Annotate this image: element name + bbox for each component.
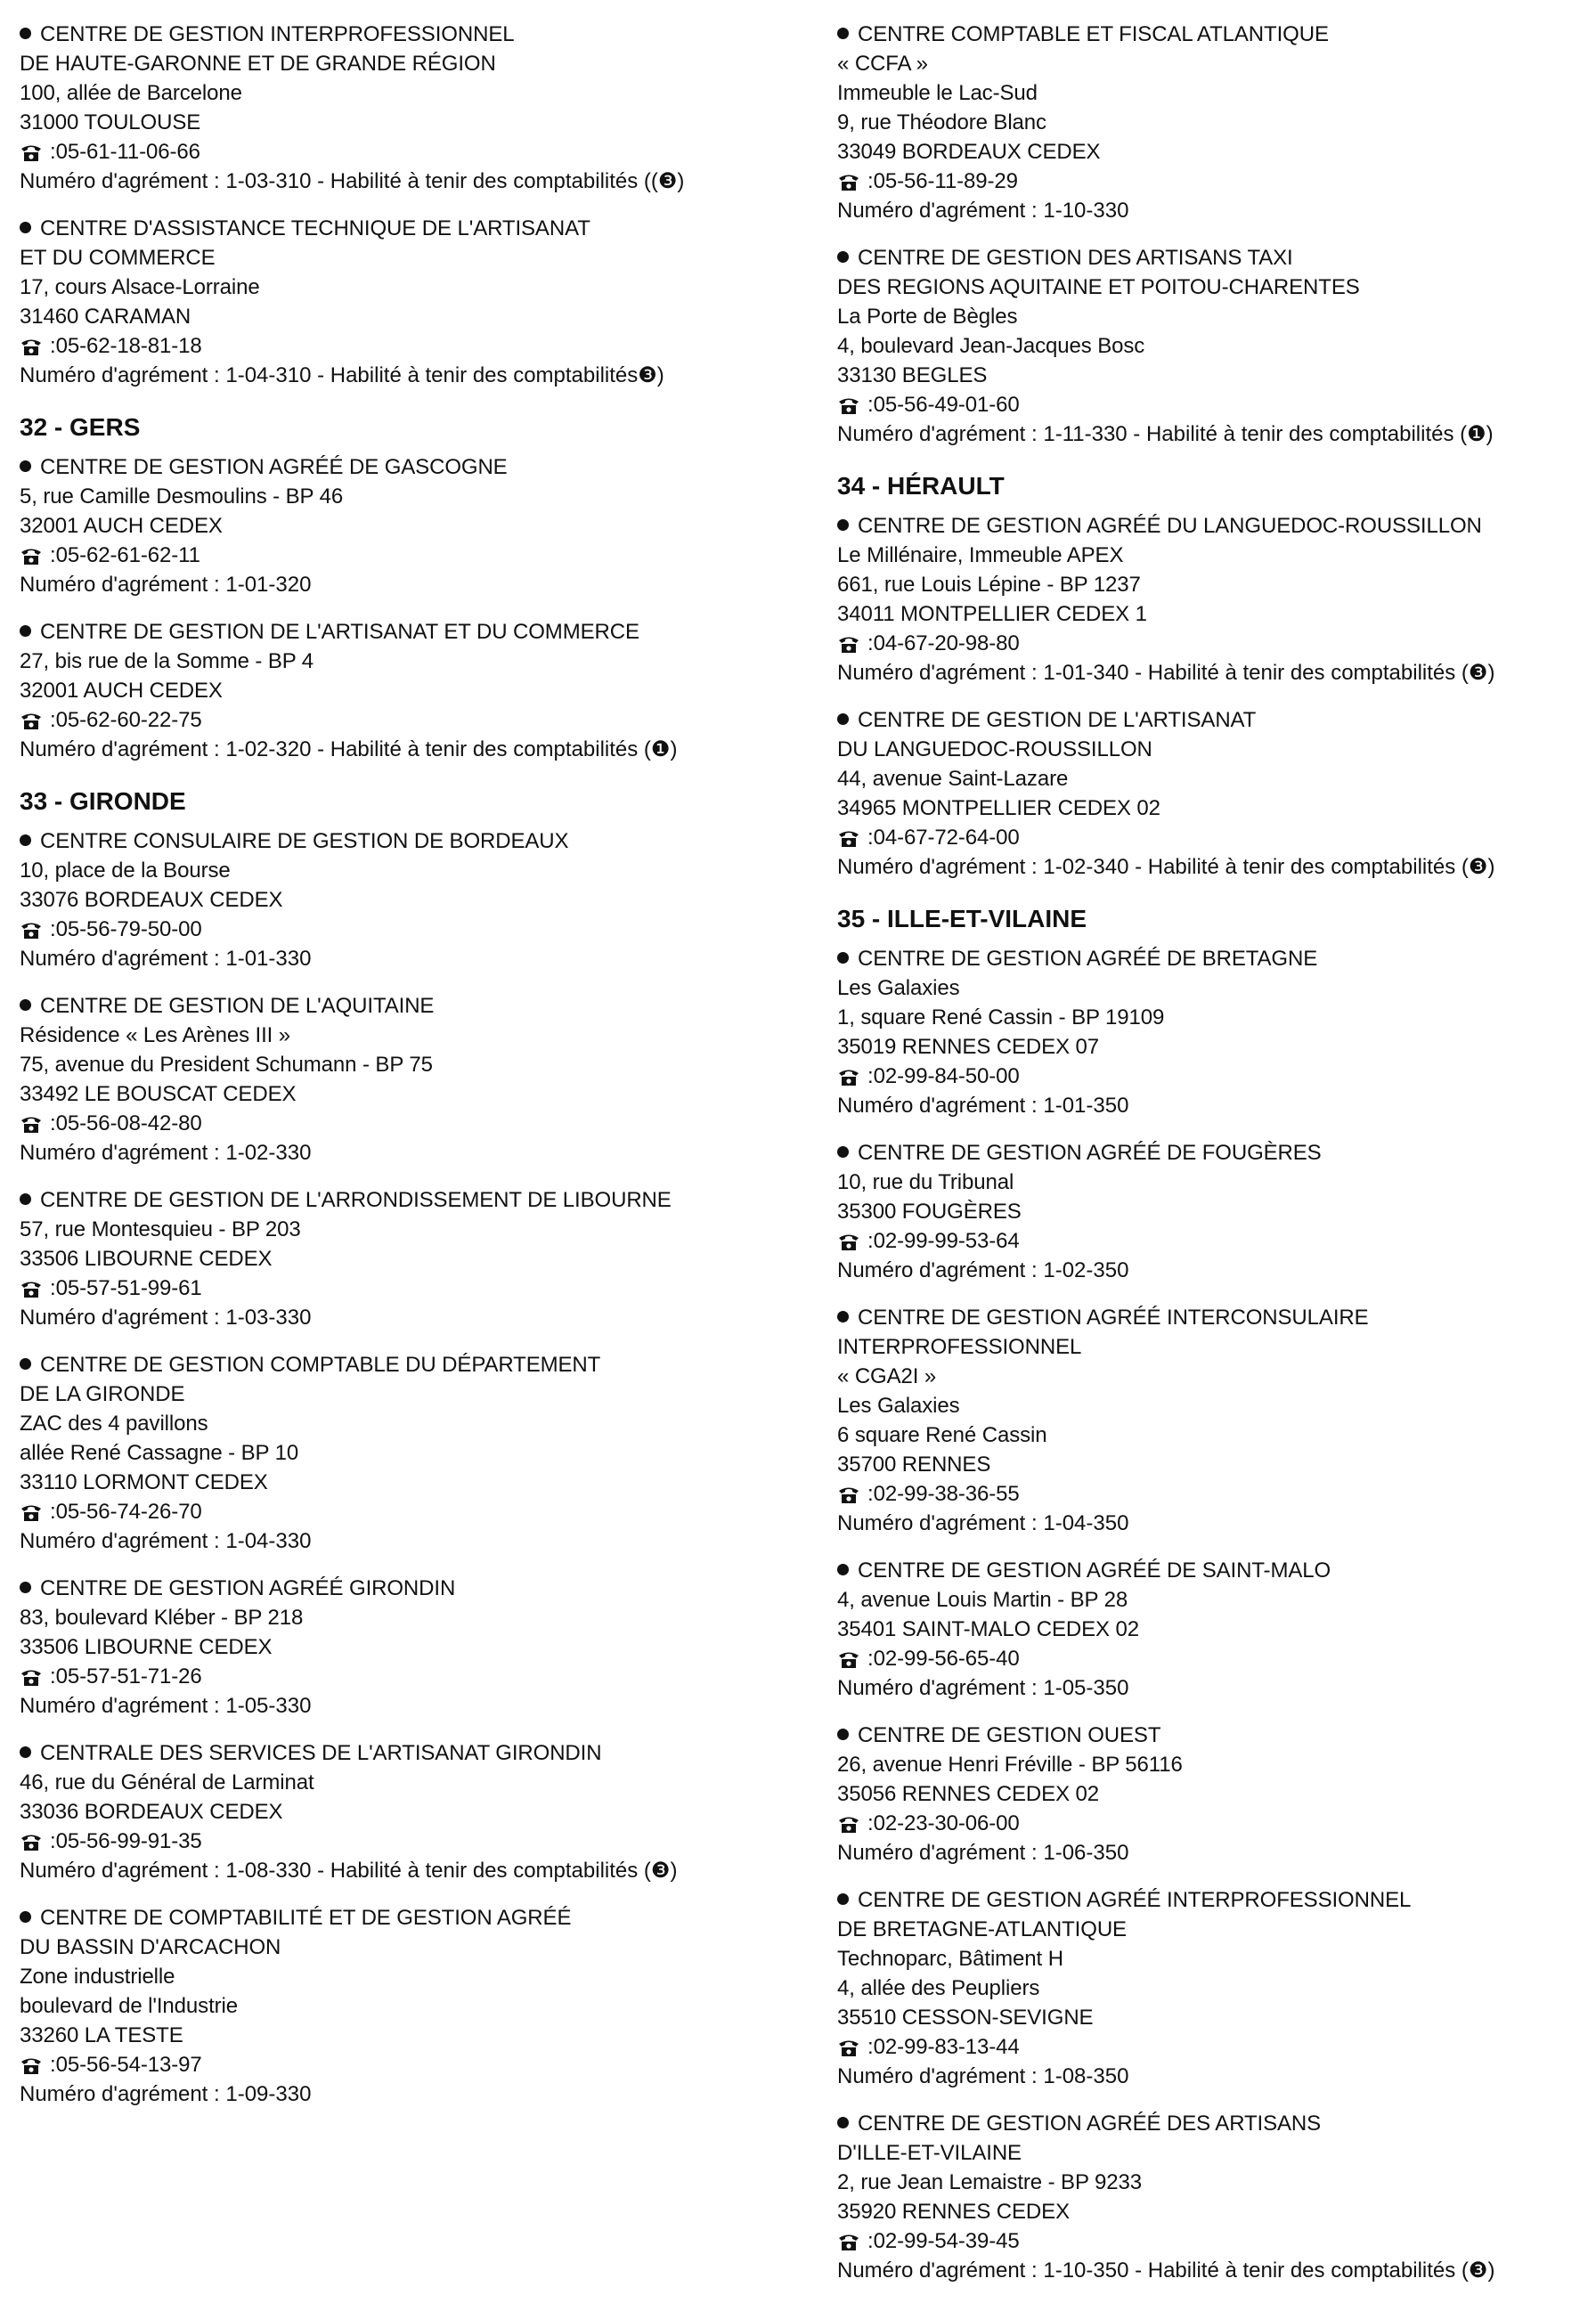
entry-title-text: CENTRE DE GESTION AGRÉÉ GIRONDIN [40, 1576, 456, 1600]
agrement-line [20, 1691, 803, 1721]
phone-line [837, 2226, 1590, 2256]
phone-number: 05-62-60-22-75 [55, 708, 202, 732]
address-line: 35019 RENNES CEDEX 07 [837, 1035, 1100, 1059]
agrement-line [20, 570, 803, 599]
entry-title [20, 1185, 803, 1215]
telephone-icon [837, 2038, 860, 2057]
entry-title-text: CENTRE DE GESTION AGRÉÉ DE SAINT-MALO [858, 1558, 1331, 1583]
phone-separator: : [867, 1482, 874, 1506]
bullet-icon [20, 1193, 31, 1205]
bullet-icon [837, 1729, 849, 1740]
address-line: « CCFA » [837, 52, 928, 76]
phone-line [20, 1497, 803, 1526]
agrement-text: Numéro d'agrément : 1-08-330 - Habilité à tenir des comptabilités ( [20, 1859, 651, 1883]
entry-title-text: CENTRE DE GESTION DE L'ARTISANAT [858, 708, 1257, 732]
entry-title [837, 1138, 1590, 1168]
entry-title [20, 1738, 803, 1768]
address-line: DE LA GIRONDE [20, 1382, 185, 1406]
habilitation-mark: ❸) [1468, 661, 1495, 685]
phone-separator: : [50, 2053, 56, 2077]
phone-line [20, 137, 803, 167]
entry-title [20, 214, 803, 243]
telephone-icon [20, 1114, 43, 1134]
phone-number: 02-99-99-53-64 [873, 1229, 1020, 1253]
entry-title [20, 617, 803, 647]
directory-entry [837, 1303, 1590, 1538]
phone-separator: : [867, 2229, 874, 2253]
entry-title [20, 452, 803, 482]
agrement-line [20, 1138, 803, 1168]
directory-entry [837, 1721, 1590, 1868]
phone-line [20, 331, 803, 361]
telephone-icon [20, 2055, 43, 2075]
phone-number: 02-99-54-39-45 [873, 2229, 1020, 2253]
phone-separator: : [50, 1829, 56, 1853]
directory-entry [20, 826, 803, 973]
telephone-icon [837, 1814, 860, 1834]
entry-title [837, 1303, 1590, 1332]
address-line: 27, bis rue de la Somme - BP 4 [20, 649, 314, 673]
agrement-line [20, 2079, 803, 2109]
agrement-text: Numéro d'agrément : 1-03-330 [20, 1306, 312, 1330]
right-column [837, 20, 1590, 2303]
address-line: 100, allée de Barcelone [20, 81, 242, 105]
bullet-icon [20, 625, 31, 637]
phone-line [20, 2050, 803, 2079]
entry-title [20, 991, 803, 1021]
agrement-text: Numéro d'agrément : 1-11-330 - Habilité à tenir des comptabilités ( [837, 422, 1468, 446]
directory-entry [837, 1556, 1590, 1703]
phone-number: 05-56-79-50-00 [55, 917, 202, 941]
address-line: 5, rue Camille Desmoulins - BP 46 [20, 484, 344, 509]
address-line: 83, boulevard Kléber - BP 218 [20, 1606, 304, 1630]
phone-separator: : [50, 1276, 56, 1300]
address-line: 33492 LE BOUSCAT CEDEX [20, 1082, 297, 1106]
directory-entry [20, 1903, 803, 2109]
address-line: Technoparc, Bâtiment H [837, 1947, 1063, 1971]
address-line: ET DU COMMERCE [20, 246, 216, 270]
address-line: 35700 RENNES [837, 1453, 991, 1477]
address-line: 35920 RENNES CEDEX [837, 2200, 1070, 2224]
bullet-icon [20, 1746, 31, 1758]
directory-entry [20, 1350, 803, 1556]
habilitation-mark: (❸) [650, 169, 685, 193]
agrement-line [837, 1091, 1590, 1120]
address-line: Les Galaxies [837, 1394, 960, 1418]
telephone-icon [837, 1649, 860, 1669]
directory-entry [837, 2109, 1590, 2285]
habilitation-mark: ❸) [650, 1859, 678, 1883]
agrement-text: Numéro d'agrément : 1-02-320 - Habilité à tenir des comptabilités ( [20, 737, 651, 761]
address-line: INTERPROFESSIONNEL [837, 1335, 1082, 1359]
department-heading: 32 - GERS [20, 413, 141, 441]
entry-title [837, 2109, 1590, 2138]
phone-separator: : [50, 543, 56, 567]
bullet-icon [837, 1564, 849, 1575]
entry-title [20, 20, 803, 49]
address-line: 33076 BORDEAUX CEDEX [20, 888, 283, 912]
address-line: Le Millénaire, Immeuble APEX [837, 543, 1124, 567]
address-line: Les Galaxies [837, 976, 960, 1000]
bullet-icon [837, 2117, 849, 2128]
agrement-line [20, 944, 803, 973]
phone-number: 02-99-83-13-44 [873, 2035, 1020, 2059]
phone-number: 05-62-61-62-11 [55, 543, 200, 567]
phone-separator: : [867, 393, 874, 417]
entry-title [837, 1556, 1590, 1585]
address-line: 10, rue du Tribunal [837, 1170, 1014, 1194]
address-line: DES REGIONS AQUITAINE ET POITOU-CHARENTES [837, 275, 1360, 299]
entry-title-text: CENTRE DE GESTION DE L'ARRONDISSEMENT DE LIBOURNE [40, 1188, 672, 1212]
agrement-text: Numéro d'agrément : 1-08-350 [837, 2064, 1129, 2088]
address-line: Immeuble le Lac-Sud [837, 81, 1038, 105]
bullet-icon [20, 999, 31, 1011]
agrement-text: Numéro d'agrément : 1-04-350 [837, 1511, 1129, 1535]
agrement-text: Numéro d'agrément : 1-01-330 [20, 947, 312, 971]
habilitation-mark: ❶) [650, 737, 678, 761]
address-line: allée René Cassagne - BP 10 [20, 1441, 299, 1465]
phone-number: 05-56-49-01-60 [873, 393, 1020, 417]
address-line: 4, avenue Louis Martin - BP 28 [837, 1588, 1128, 1612]
agrement-text: Numéro d'agrément : 1-02-340 - Habilité à tenir des comptabilités ( [837, 855, 1469, 879]
agrement-text: Numéro d'agrément : 1-01-320 [20, 573, 312, 597]
agrement-line [20, 1856, 803, 1885]
bullet-icon [837, 713, 849, 725]
address-line: 26, avenue Henri Fréville - BP 56116 [837, 1753, 1183, 1777]
entry-title-text: CENTRE DE GESTION DES ARTISANS TAXI [858, 246, 1293, 270]
phone-line [20, 705, 803, 735]
telephone-icon [837, 1485, 860, 1504]
bullet-icon [20, 28, 31, 39]
address-line: 661, rue Louis Lépine - BP 1237 [837, 573, 1141, 597]
address-line: 4, boulevard Jean-Jacques Bosc [837, 334, 1145, 358]
telephone-icon [20, 1832, 43, 1851]
phone-number: 02-99-84-50-00 [873, 1064, 1020, 1088]
telephone-icon [837, 1067, 860, 1086]
entry-title-text: CENTRE DE GESTION COMPTABLE DU DÉPARTEMENT [40, 1353, 601, 1377]
phone-line [837, 1809, 1590, 1838]
agrement-text: Numéro d'agrément : 1-04-330 [20, 1529, 312, 1553]
phone-number: 05-56-99-91-35 [55, 1829, 202, 1853]
phone-separator: : [50, 917, 56, 941]
agrement-line [837, 1838, 1590, 1868]
directory-entry [20, 214, 803, 390]
telephone-icon [837, 172, 860, 191]
agrement-line [837, 658, 1590, 688]
phone-number: 02-99-56-65-40 [873, 1647, 1020, 1671]
address-line: 44, avenue Saint-Lazare [837, 767, 1069, 791]
address-line: 33110 LORMONT CEDEX [20, 1470, 268, 1494]
entry-title [20, 1903, 803, 1933]
address-line: DU LANGUEDOC-ROUSSILLON [837, 737, 1152, 761]
entry-title-text: CENTRE DE COMPTABILITÉ ET DE GESTION AGRÉÉ [40, 1906, 572, 1930]
directory-entry [837, 20, 1590, 225]
bullet-icon [837, 1893, 849, 1905]
entry-title-text: CENTRE DE GESTION DE L'AQUITAINE [40, 994, 435, 1018]
address-line: 32001 AUCH CEDEX [20, 679, 223, 703]
agrement-text: Numéro d'agrément : 1-02-330 [20, 1141, 312, 1165]
telephone-icon [20, 142, 43, 162]
address-line: 10, place de la Bourse [20, 859, 231, 883]
bullet-icon [20, 1911, 31, 1923]
agrement-text: Numéro d'agrément : 1-10-350 - Habilité à tenir des comptabilités ( [837, 2258, 1469, 2283]
directory-entry [20, 991, 803, 1168]
directory-entry [20, 1738, 803, 1885]
phone-line [837, 167, 1590, 196]
telephone-icon [20, 1279, 43, 1298]
agrement-text: Numéro d'agrément : 1-10-330 [837, 199, 1129, 223]
entry-title-text: CENTRE CONSULAIRE DE GESTION DE BORDEAUX [40, 829, 569, 853]
telephone-icon [837, 828, 860, 848]
phone-number: 04-67-72-64-00 [873, 826, 1020, 850]
address-line: 9, rue Théodore Blanc [837, 110, 1046, 134]
directory-entry [20, 1574, 803, 1721]
bullet-icon [20, 460, 31, 472]
address-line: 33130 BEGLES [837, 363, 988, 387]
address-line: 33260 LA TESTE [20, 2023, 183, 2047]
bullet-icon [837, 251, 849, 263]
phone-number: 05-57-51-99-61 [55, 1276, 202, 1300]
entry-title-text: CENTRE COMPTABLE ET FISCAL ATLANTIQUE [858, 22, 1329, 46]
phone-number: 05-56-08-42-80 [55, 1111, 202, 1135]
phone-separator: : [867, 169, 874, 193]
address-line: 57, rue Montesquieu - BP 203 [20, 1217, 301, 1241]
phone-number: 05-61-11-06-66 [55, 140, 200, 164]
entry-title [837, 944, 1590, 973]
telephone-icon [20, 1667, 43, 1687]
telephone-icon [20, 337, 43, 356]
agrement-line [20, 1526, 803, 1556]
phone-line [20, 1109, 803, 1138]
entry-title [20, 826, 803, 856]
address-line: DE HAUTE-GARONNE ET DE GRANDE RÉGION [20, 52, 496, 76]
phone-separator: : [867, 1647, 874, 1671]
agrement-line [837, 1256, 1590, 1285]
address-line: La Porte de Bègles [837, 305, 1018, 329]
address-line: 4, allée des Peupliers [837, 1976, 1040, 2000]
phone-line [20, 541, 803, 570]
phone-separator: : [50, 1664, 56, 1689]
phone-number: 05-56-11-89-29 [873, 169, 1018, 193]
habilitation-mark: ❸) [1468, 855, 1495, 879]
agrement-line [837, 1673, 1590, 1703]
address-line: DE BRETAGNE-ATLANTIQUE [837, 1917, 1127, 1941]
phone-line [837, 1479, 1590, 1509]
address-line: Zone industrielle [20, 1965, 175, 1989]
agrement-line [837, 419, 1590, 449]
bullet-icon [837, 1311, 849, 1322]
phone-line [20, 915, 803, 944]
agrement-text: Numéro d'agrément : 1-02-350 [837, 1258, 1129, 1282]
agrement-line [837, 2062, 1590, 2091]
directory-entry [20, 1185, 803, 1332]
address-line: 6 square René Cassin [837, 1423, 1047, 1447]
address-line: 35056 RENNES CEDEX 02 [837, 1782, 1100, 1806]
agrement-text: Numéro d'agrément : 1-01-340 - Habilité à tenir des comptabilités ( [837, 661, 1469, 685]
habilitation-mark: ❶) [1467, 422, 1494, 446]
phone-line [837, 629, 1590, 658]
entry-title-text: CENTRE D'ASSISTANCE TECHNIQUE DE L'ARTISANAT [40, 216, 590, 240]
directory-entry [837, 705, 1590, 882]
telephone-icon [20, 546, 43, 566]
directory-entry [20, 452, 803, 599]
agrement-text: Numéro d'agrément : 1-06-350 [837, 1841, 1129, 1865]
phone-separator: : [50, 334, 56, 358]
bullet-icon [837, 952, 849, 964]
phone-number: 05-62-18-81-18 [55, 334, 202, 358]
phone-number: 02-23-30-06-00 [873, 1811, 1020, 1835]
address-line: D'ILLE-ET-VILAINE [837, 2141, 1022, 2165]
entry-title-text: CENTRE DE GESTION AGRÉÉ DES ARTISANS [858, 2112, 1322, 2136]
telephone-icon [20, 920, 43, 940]
telephone-icon [837, 2232, 860, 2251]
telephone-icon [837, 634, 860, 654]
entry-title [837, 705, 1590, 735]
phone-number: 05-56-74-26-70 [55, 1500, 202, 1524]
entry-title-text: CENTRE DE GESTION INTERPROFESSIONNEL [40, 22, 515, 46]
phone-number: 05-56-54-13-97 [55, 2053, 202, 2077]
address-line: 35510 CESSON-SEVIGNE [837, 2006, 1094, 2030]
entry-title [837, 20, 1590, 49]
address-line: boulevard de l'Industrie [20, 1994, 239, 2018]
agrement-line [20, 735, 803, 764]
address-line: 31460 CARAMAN [20, 305, 191, 329]
entry-title [837, 1885, 1590, 1915]
bullet-icon [20, 834, 31, 846]
address-line: ZAC des 4 pavillons [20, 1412, 208, 1436]
bullet-icon [20, 222, 31, 233]
agrement-text: Numéro d'agrément : 1-09-330 [20, 2082, 312, 2106]
address-line: 32001 AUCH CEDEX [20, 514, 223, 538]
address-line: 17, cours Alsace-Lorraine [20, 275, 260, 299]
phone-line [837, 1062, 1590, 1091]
agrement-line [837, 196, 1590, 225]
department-heading: 33 - GIRONDE [20, 787, 186, 815]
entry-title [20, 1350, 803, 1379]
entry-title-text: CENTRE DE GESTION AGRÉÉ INTERCONSULAIRE [858, 1306, 1369, 1330]
agrement-text: Numéro d'agrément : 1-01-350 [837, 1094, 1129, 1118]
address-line: « CGA2I » [837, 1364, 937, 1388]
entry-title [20, 1574, 803, 1603]
phone-number: 04-67-20-98-80 [873, 631, 1020, 655]
phone-number: 02-99-38-36-55 [873, 1482, 1020, 1506]
phone-separator: : [867, 1064, 874, 1088]
entry-title-text: CENTRE DE GESTION AGRÉÉ DE FOUGÈRES [858, 1141, 1322, 1165]
directory-entry [837, 511, 1590, 688]
telephone-icon [837, 395, 860, 415]
telephone-icon [837, 1232, 860, 1251]
agrement-line [20, 361, 803, 390]
address-line: 31000 TOULOUSE [20, 110, 201, 134]
directory-entry [20, 617, 803, 764]
bullet-icon [837, 519, 849, 531]
entry-title [837, 511, 1590, 541]
entry-title-text: CENTRE DE GESTION OUEST [858, 1723, 1161, 1747]
address-line: 35300 FOUGÈRES [837, 1200, 1022, 1224]
agrement-line [20, 1303, 803, 1332]
phone-number: 05-57-51-71-26 [55, 1664, 202, 1689]
phone-separator: : [50, 708, 56, 732]
entry-title-text: CENTRE DE GESTION AGRÉÉ DE GASCOGNE [40, 455, 508, 479]
habilitation-mark: ❸) [1468, 2258, 1495, 2283]
entry-title-text: CENTRE DE GESTION AGRÉÉ DE BRETAGNE [858, 947, 1318, 971]
agrement-text: Numéro d'agrément : 1-05-350 [837, 1676, 1129, 1700]
phone-line [20, 1827, 803, 1856]
phone-line [837, 1644, 1590, 1673]
address-line: Résidence « Les Arènes III » [20, 1023, 291, 1047]
bullet-icon [20, 1582, 31, 1593]
directory-entry [837, 243, 1590, 449]
phone-separator: : [50, 140, 56, 164]
directory-entry [837, 1885, 1590, 2091]
address-line: 2, rue Jean Lemaistre - BP 9233 [837, 2170, 1142, 2194]
phone-line [20, 1274, 803, 1303]
habilitation-mark: ❸) [638, 363, 664, 387]
directory-entry [837, 944, 1590, 1120]
address-line: 33049 BORDEAUX CEDEX [837, 140, 1101, 164]
entry-title-text: CENTRALE DES SERVICES DE L'ARTISANAT GIRONDIN [40, 1741, 602, 1765]
agrement-line [837, 852, 1590, 882]
phone-separator: : [867, 631, 874, 655]
phone-separator: : [50, 1500, 56, 1524]
agrement-text: Numéro d'agrément : 1-03-310 - Habilité à tenir des comptabilités ( [20, 169, 651, 193]
entry-title-text: CENTRE DE GESTION AGRÉÉ INTERPROFESSIONNEL [858, 1888, 1412, 1912]
phone-separator: : [867, 2035, 874, 2059]
address-line: 34965 MONTPELLIER CEDEX 02 [837, 796, 1160, 820]
bullet-icon [20, 1358, 31, 1370]
entry-title-text: CENTRE DE GESTION AGRÉÉ DU LANGUEDOC-ROUSSILLON [858, 514, 1482, 538]
phone-line [837, 1226, 1590, 1256]
department-heading: 35 - ILLE-ET-VILAINE [837, 905, 1087, 932]
bullet-icon [837, 28, 849, 39]
bullet-icon [837, 1146, 849, 1158]
entry-title-text: CENTRE DE GESTION DE L'ARTISANAT ET DU COMMERCE [40, 620, 639, 644]
telephone-icon [20, 711, 43, 730]
agrement-line [837, 2256, 1590, 2285]
address-line: 33506 LIBOURNE CEDEX [20, 1247, 273, 1271]
phone-separator: : [867, 826, 874, 850]
address-line: 33036 BORDEAUX CEDEX [20, 1800, 283, 1824]
department-heading: 34 - HÉRAULT [837, 472, 1005, 500]
telephone-icon [20, 1502, 43, 1522]
address-line: 33506 LIBOURNE CEDEX [20, 1635, 273, 1659]
left-column [20, 20, 803, 2127]
agrement-line [837, 1509, 1590, 1538]
agrement-line [20, 167, 803, 196]
address-line: DU BASSIN D'ARCACHON [20, 1935, 281, 1959]
phone-line [837, 390, 1590, 419]
agrement-text: Numéro d'agrément : 1-04-310 - Habilité à tenir des comptabilités [20, 363, 639, 387]
address-line: 35401 SAINT-MALO CEDEX 02 [837, 1617, 1139, 1641]
address-line: 1, square René Cassin - BP 19109 [837, 1005, 1165, 1029]
phone-separator: : [50, 1111, 56, 1135]
phone-separator: : [867, 1811, 874, 1835]
address-line: 46, rue du Général de Larminat [20, 1770, 314, 1794]
phone-separator: : [867, 1229, 874, 1253]
address-line: 75, avenue du President Schumann - BP 75 [20, 1053, 433, 1077]
directory-entry [20, 20, 803, 196]
address-line: 34011 MONTPELLIER CEDEX 1 [837, 602, 1147, 626]
phone-line [837, 2032, 1590, 2062]
entry-title [837, 243, 1590, 273]
phone-line [20, 1662, 803, 1691]
directory-entry [837, 1138, 1590, 1285]
entry-title [837, 1721, 1590, 1750]
agrement-text: Numéro d'agrément : 1-05-330 [20, 1694, 312, 1718]
phone-line [837, 823, 1590, 852]
